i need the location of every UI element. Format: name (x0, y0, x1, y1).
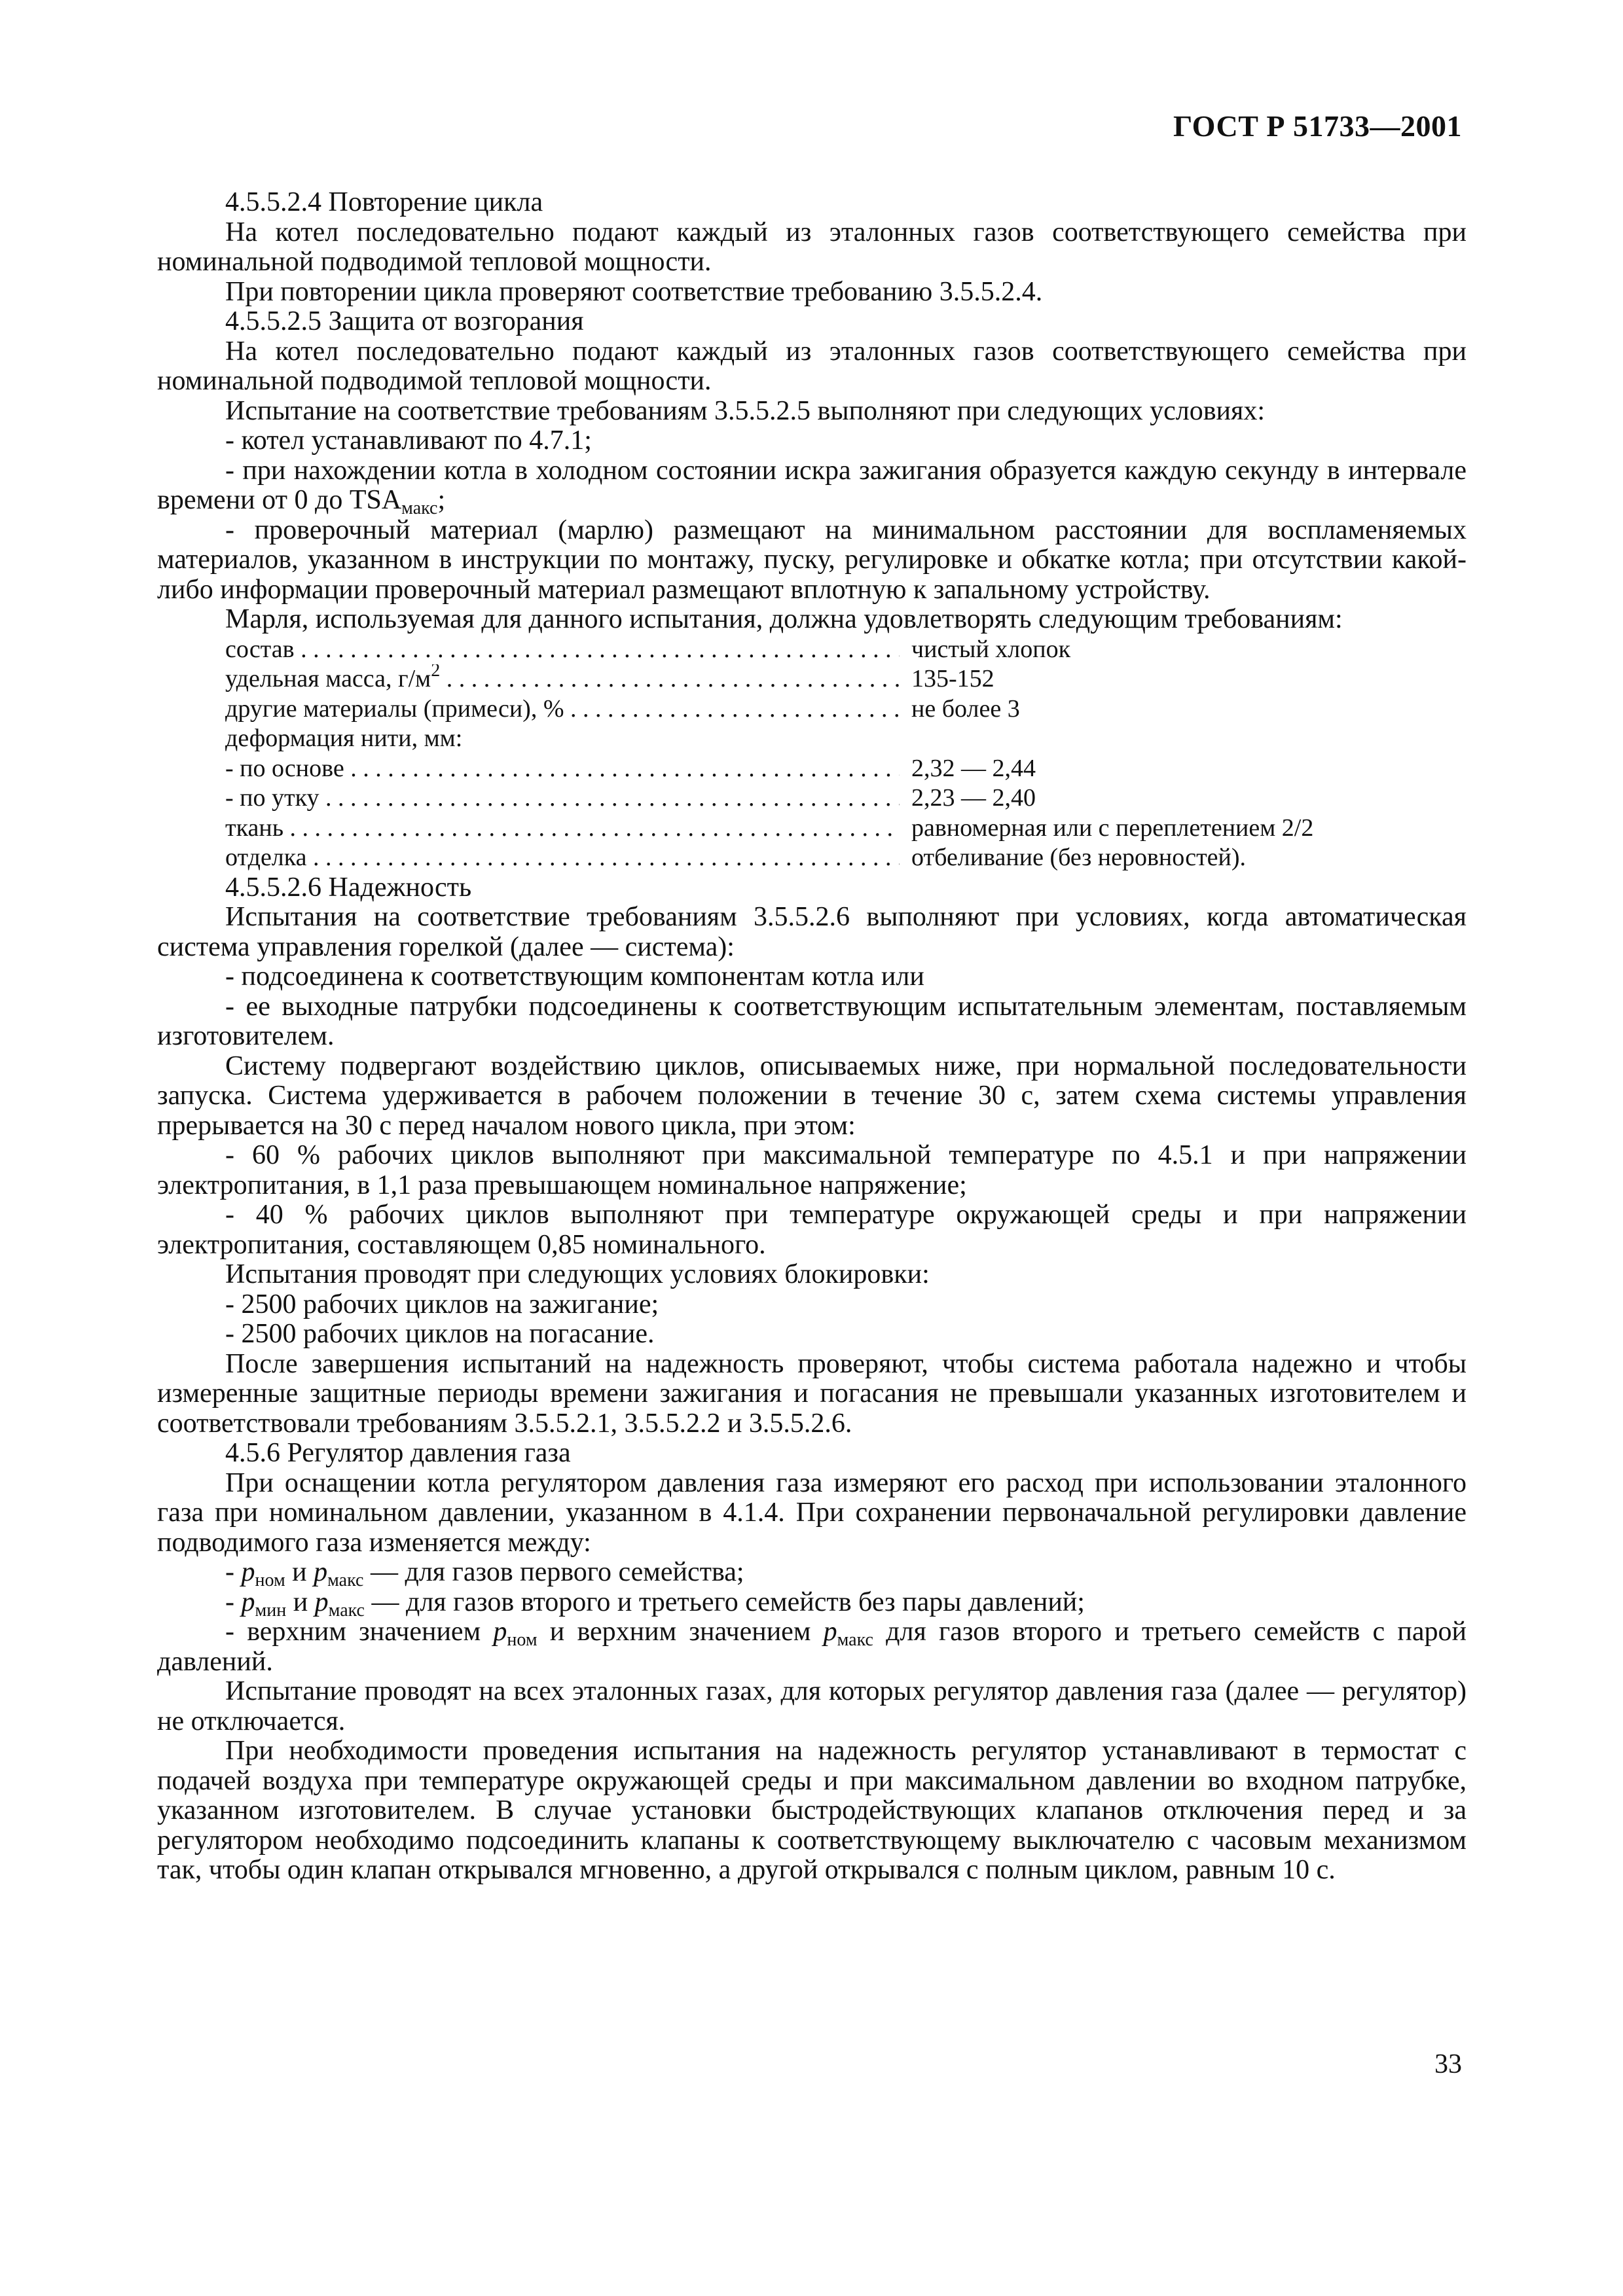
spec-value: не более 3 (911, 694, 1020, 723)
paragraph: Испытание на соответствие требованиям 3.5.5.2.5 выполняют при следующих условиях: (225, 395, 1266, 426)
spec-value: чистый хлопок (911, 635, 1071, 663)
paragraph: Систему подвергают воздействию циклов, описываемых ниже, при нормальной последовательности запуска. Система удерживается в рабочем положении в течение 30 с, затем схема системы управления прерывается на 30 с перед началом нового цикла, при этом: (157, 1050, 1467, 1141)
spec-row (225, 635, 1467, 665)
page-number: 33 (1434, 2049, 1462, 2079)
paragraph: На котел последовательно подают каждый из эталонных газов соответствующего семейства при номинальной подводимой тепловой мощности. (157, 336, 1467, 396)
list-item: - 2500 рабочих циклов на зажигание; (225, 1289, 659, 1319)
paragraph: При необходимости проведения испытания на надежность регулятор устанавливают в термостат с подачей воздуха при температуре окружающей среды и при максимальном давлении во входном патрубке, указанном изготовителем. В случае установки быстродействующих клапанов отключения перед и за регулятором необходимо подсоединить клапаны к соответствующему выключателю с часовым механизмом так, чтобы один клапан открывался мгновенно, а другой открывался с полным циклом, равным 10 с. (157, 1736, 1467, 1885)
spec-row (225, 814, 1467, 844)
paragraph: При повторении цикла проверяют соответствие требованию 3.5.5.2.4. (225, 276, 1043, 307)
spec-row (225, 694, 1467, 725)
paragraph: Испытания проводят при следующих условиях блокировки: (225, 1259, 930, 1289)
spec-label: - по основе . . . (225, 754, 900, 784)
list-item: - 2500 рабочих циклов на погасание. (225, 1319, 655, 1349)
paragraph: Испытание проводят на всех эталонных газах, для которых регулятор давления газа (далее — регулятор) не отключается. (157, 1676, 1467, 1736)
list-item: - подсоединена к соответствующим компонентам котла или (225, 961, 924, 992)
list-item: - $p_{мин}$ и $p_{макс}$ — для газов второго и третьего семейств без пары давлений; (225, 1587, 1085, 1621)
spec-label: другие материалы (примеси), % . . . (225, 694, 900, 725)
list-item: - $p_{ном}$ и $p_{макс}$ — для газов первого семейства; (225, 1557, 744, 1590)
spec-label: ткань . . . (225, 814, 900, 844)
spec-label: отделка . . . (225, 843, 900, 873)
spec-row (225, 843, 1467, 873)
list-item: - 60 % рабочих циклов выполняют при максимальной температуре по 4.5.1 и при напряжении электропитания, в 1,1 раза превышающем номинальное напряжение; (157, 1140, 1467, 1200)
section-heading-4-5-5-2-4: 4.5.5.2.4 Повторение цикла (225, 187, 543, 217)
list-item: - котел устанавливают по 4.7.1; (225, 425, 592, 456)
spec-label: деформация нити, мм: (225, 725, 463, 752)
paragraph: После завершения испытаний на надежность проверяют, чтобы система работала надежно и чтобы измеренные защитные периоды времени зажигания и погасания не превышали указанных изготовителем и соответствовали требованиям 3.5.5.2.1, 3.5.5.2.2 и 3.5.5.2.6. (157, 1348, 1467, 1439)
spec-value: 2,32 — 2,44 (911, 754, 1036, 782)
paragraph: При оснащении котла регулятором давления газа измеряют его расход при использовании эталонного газа при номинальном давлении, указанном в 4.1.4. При сохранении первоначальной регулировки давление подводимого газа изменяется между: (157, 1467, 1467, 1558)
spec-label: - по утку . . . (225, 783, 900, 814)
section-heading-4-5-5-2-6: 4.5.5.2.6 Надежность (225, 872, 472, 903)
spec-value: отбеливание (без неровностей). (911, 844, 1247, 871)
paragraph: Испытания на соответствие требованиям 3.5.5.2.6 выполняют при условиях, когда автоматическая система управления горелкой (далее — система): (157, 902, 1467, 962)
spec-row (225, 664, 1467, 694)
list-item: - при нахождении котла в холодном состоянии искра зажигания образуется каждую секунду в интервале времени от 0 до $TSA_{макс}$; (157, 455, 1467, 518)
section-heading-4-5-5-2-5: 4.5.5.2.5 Защита от возгорания (225, 306, 584, 336)
gauze-spec-table (157, 635, 1467, 873)
list-item: - 40 % рабочих циклов выполняют при температуре окружающей среды и при напряжении электропитания, составляющем 0,85 номинального. (157, 1200, 1467, 1260)
spec-row (225, 783, 1467, 814)
list-item: - верхним значением $p_{ном}$ и верхним значением $p_{макс}$ для газов второго и третьего семейств с парой давлений. (157, 1617, 1467, 1677)
spec-value: 2,23 — 2,40 (911, 784, 1036, 812)
list-item: - проверочный материал (марлю) размещают на минимальном расстоянии для воспламеняемых материалов, указанном в инструкции по монтажу, пуску, регулировке и обкатке котла; при отсутствии какой-либо информации проверочный материал размещают вплотную к запальному устройству. (157, 514, 1467, 605)
spec-label: состав . . . (225, 635, 900, 665)
standard-designation: ГОСТ Р 51733—2001 (1173, 109, 1462, 143)
spec-row (225, 724, 1467, 754)
section-heading-4-5-6: 4.5.6 Регулятор давления газа (225, 1438, 571, 1468)
spec-label: удельная масса, $г/м^2$ . . . (225, 664, 900, 694)
list-item: - ее выходные патрубки подсоединены к соответствующим испытательным элементам, поставляемым изготовителем. (157, 991, 1467, 1051)
spec-value: 135-152 (911, 665, 994, 692)
spec-value: равномерная или с переплетением 2/2 (911, 814, 1314, 842)
spec-row (225, 754, 1467, 784)
paragraph: Марля, используемая для данного испытания, должна удовлетворять следующим требованиям: (225, 604, 1343, 634)
paragraph: На котел последовательно подают каждый из эталонных газов соответствующего семейства при номинальной подводимой тепловой мощности. (157, 217, 1467, 277)
document-body (157, 188, 1467, 1886)
